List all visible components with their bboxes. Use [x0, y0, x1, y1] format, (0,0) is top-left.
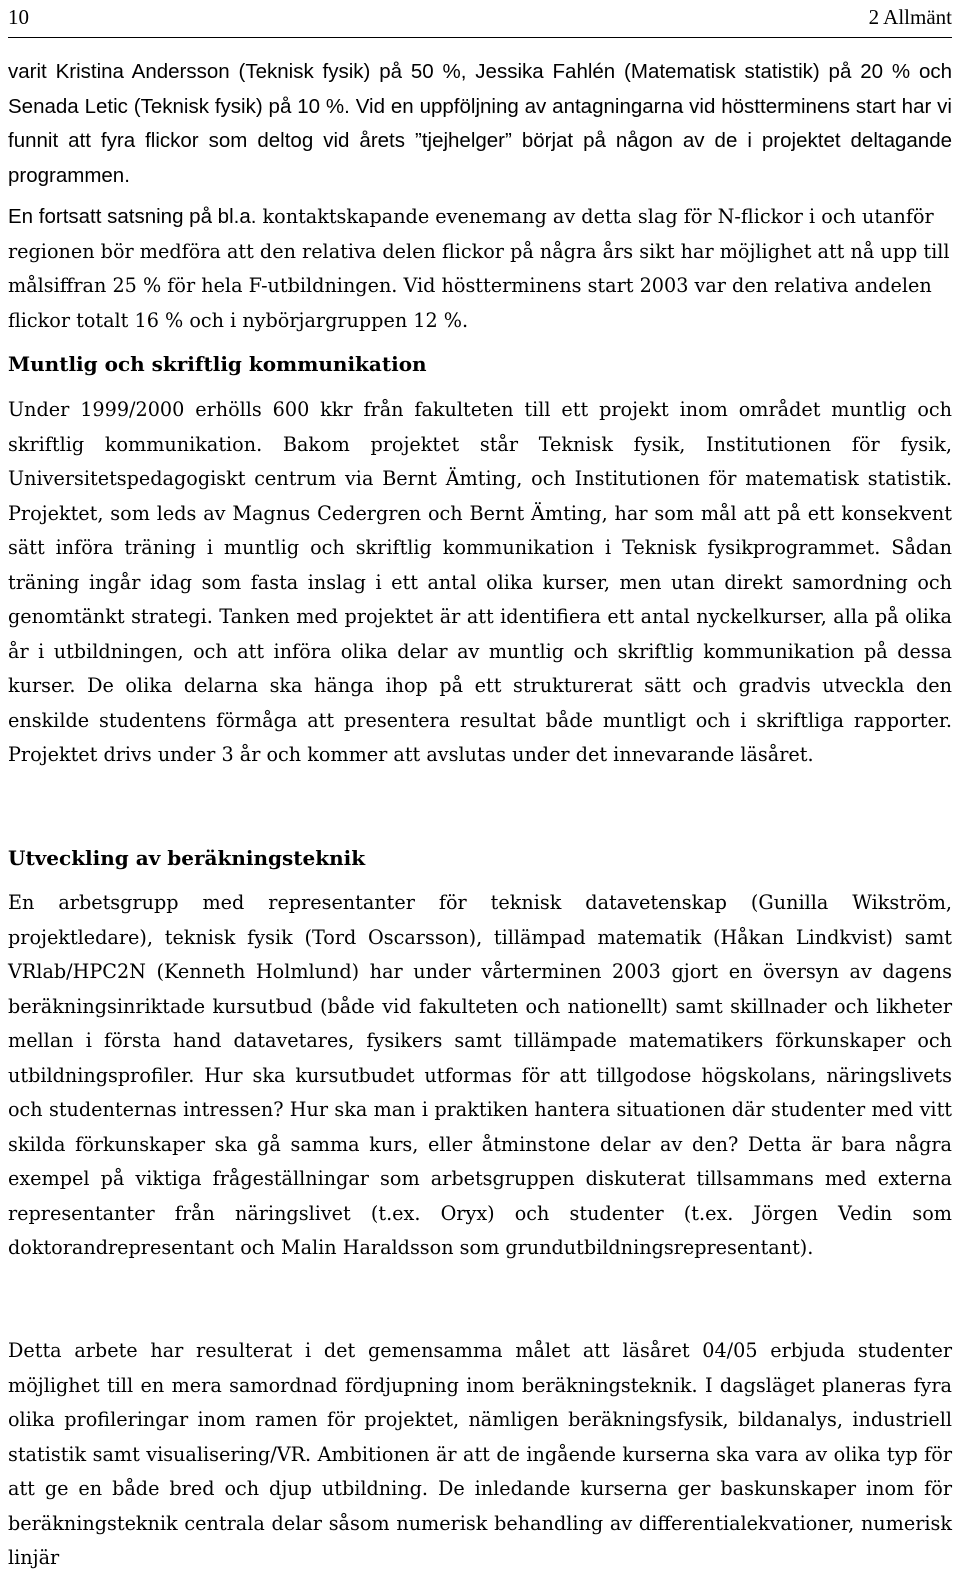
page-header [8, 2, 952, 32]
paragraph-4: En arbetsgrupp med representanter för teknisk datavetenskap (Gunilla Wikström, projektledare), teknisk fysik (Tord Oscarsson), tillämpad matematik (Håkan Lindkvist) samt VRlab/HPC2N (Kenneth Holmlund) har under vårterminen 2003 gjort en översyn av dagens beräkningsinriktade kursutbud (både vid fakulteten och nationellt) samt skillnader och likheter mellan i första hand datavetares, fysikers samt tillämpade matematikers förkunskaper och utbildningsprofiler. Hur ska kursutbudet utformas för att tillgodose högskolans, näringslivets och studenternas intressen? Hur ska man i praktiken hantera situationen där studenter med vitt skilda förkunskaper ska gå samma kurs, eller åtminstone delar av den? Detta är bara några exempel på viktiga frågeställningar som arbetsgruppen diskuterat tillsammans med externa representanter från näringslivet (t.ex. Oryx) och studenter (t.ex. Jörgen Vedin som doktorandrepresentant och Malin Haraldsson som grundutbildningsrepresentant). [8, 891, 952, 1259]
paragraph-5: Detta arbete har resulterat i det gemensamma målet att läsåret 04/05 erbjuda studenter möjlighet till en mera samordnad fördjupning inom beräkningsteknik. I dagsläget planeras fyra olika profileringar inom ramen för projektet, nämligen beräkningsfysik, bildanalys, industriell statistik samt visualisering/VR. Ambitionen är att de ingående kurserna ska vara av olika typ för att ge en både bred och djup utbildning. De inledande kurserna ger baskunskaper inom för beräkningsteknik centrala delar såsom numerisk behandling av differentialekvationer, numerisk linjär [8, 1339, 952, 1569]
section-title: 2 Allmänt [868, 5, 952, 29]
paragraph-3: Under 1999/2000 erhölls 600 kkr från fakulteten till ett projekt inom området muntlig och skriftlig kommunikation. Bakom projektet står Teknisk fysik, Institutionen för fysik, Universitetspedagogiskt centrum via Bernt Ämting, och Institutionen för matematisk statistik. Projektet, som leds av Magnus Cedergren och Bernt Ämting, har som mål att på ett konsekvent sätt införa träning i muntlig och skriftlig kommunikation i Teknisk fysikprogrammet. Sådan träning ingår idag som fasta inslag i ett antal olika kurser, men utan direkt samordning och genomtänkt strategi. Tanken med projektet är att identifiera ett antal nyckelkurser, alla på olika år i utbildningen, och att införa olika delar av muntlig och skriftlig kommunikation på dessa kurser. De olika delarna ska hänga ihop på ett strukturerat sätt och gradvis utveckla den enskilde studentens förmåga att presentera resultat både muntligt och i skriftliga rapporter. Projektet drivs under 3 år och kommer att avslutas under det innevarande läsåret. [8, 398, 952, 766]
page-number: 10 [8, 5, 29, 29]
paragraph-2-text: kontaktskapande evenemang av detta slag för N-flickor i och utanför regionen bör medföra att den relativa delen flickor på några års sikt har möjlighet att nå upp till målsiffran 25 % för hela F-utbildningen. Vid höstterminens start 2003 var den relativa andelen flickor totalt 16 % och i nybörjargruppen 12 %. [8, 205, 950, 332]
header-rule [8, 37, 952, 38]
paragraph-2-lead: En fortsatt satsning på bl.a. [8, 205, 257, 228]
paragraph-2 [8, 200, 952, 338]
section-heading-berakningsteknik: Utveckling av beräkningsteknik [8, 846, 366, 870]
paragraph-1: varit Kristina Andersson (Teknisk fysik) på 50 %, Jessika Fahlén (Matematisk statistik) på 20 % och Senada Letic (Teknisk fysik) på 10 %. Vid en uppföljning av antagningarna vid höstterminens start har vi funnit att fyra flickor som deltog vid årets ”tjejhelger” börjat på någon av de i projektet deltagande programmen. [8, 60, 952, 187]
section-heading-kommunikation: Muntlig och skriftlig kommunikation [8, 352, 427, 376]
